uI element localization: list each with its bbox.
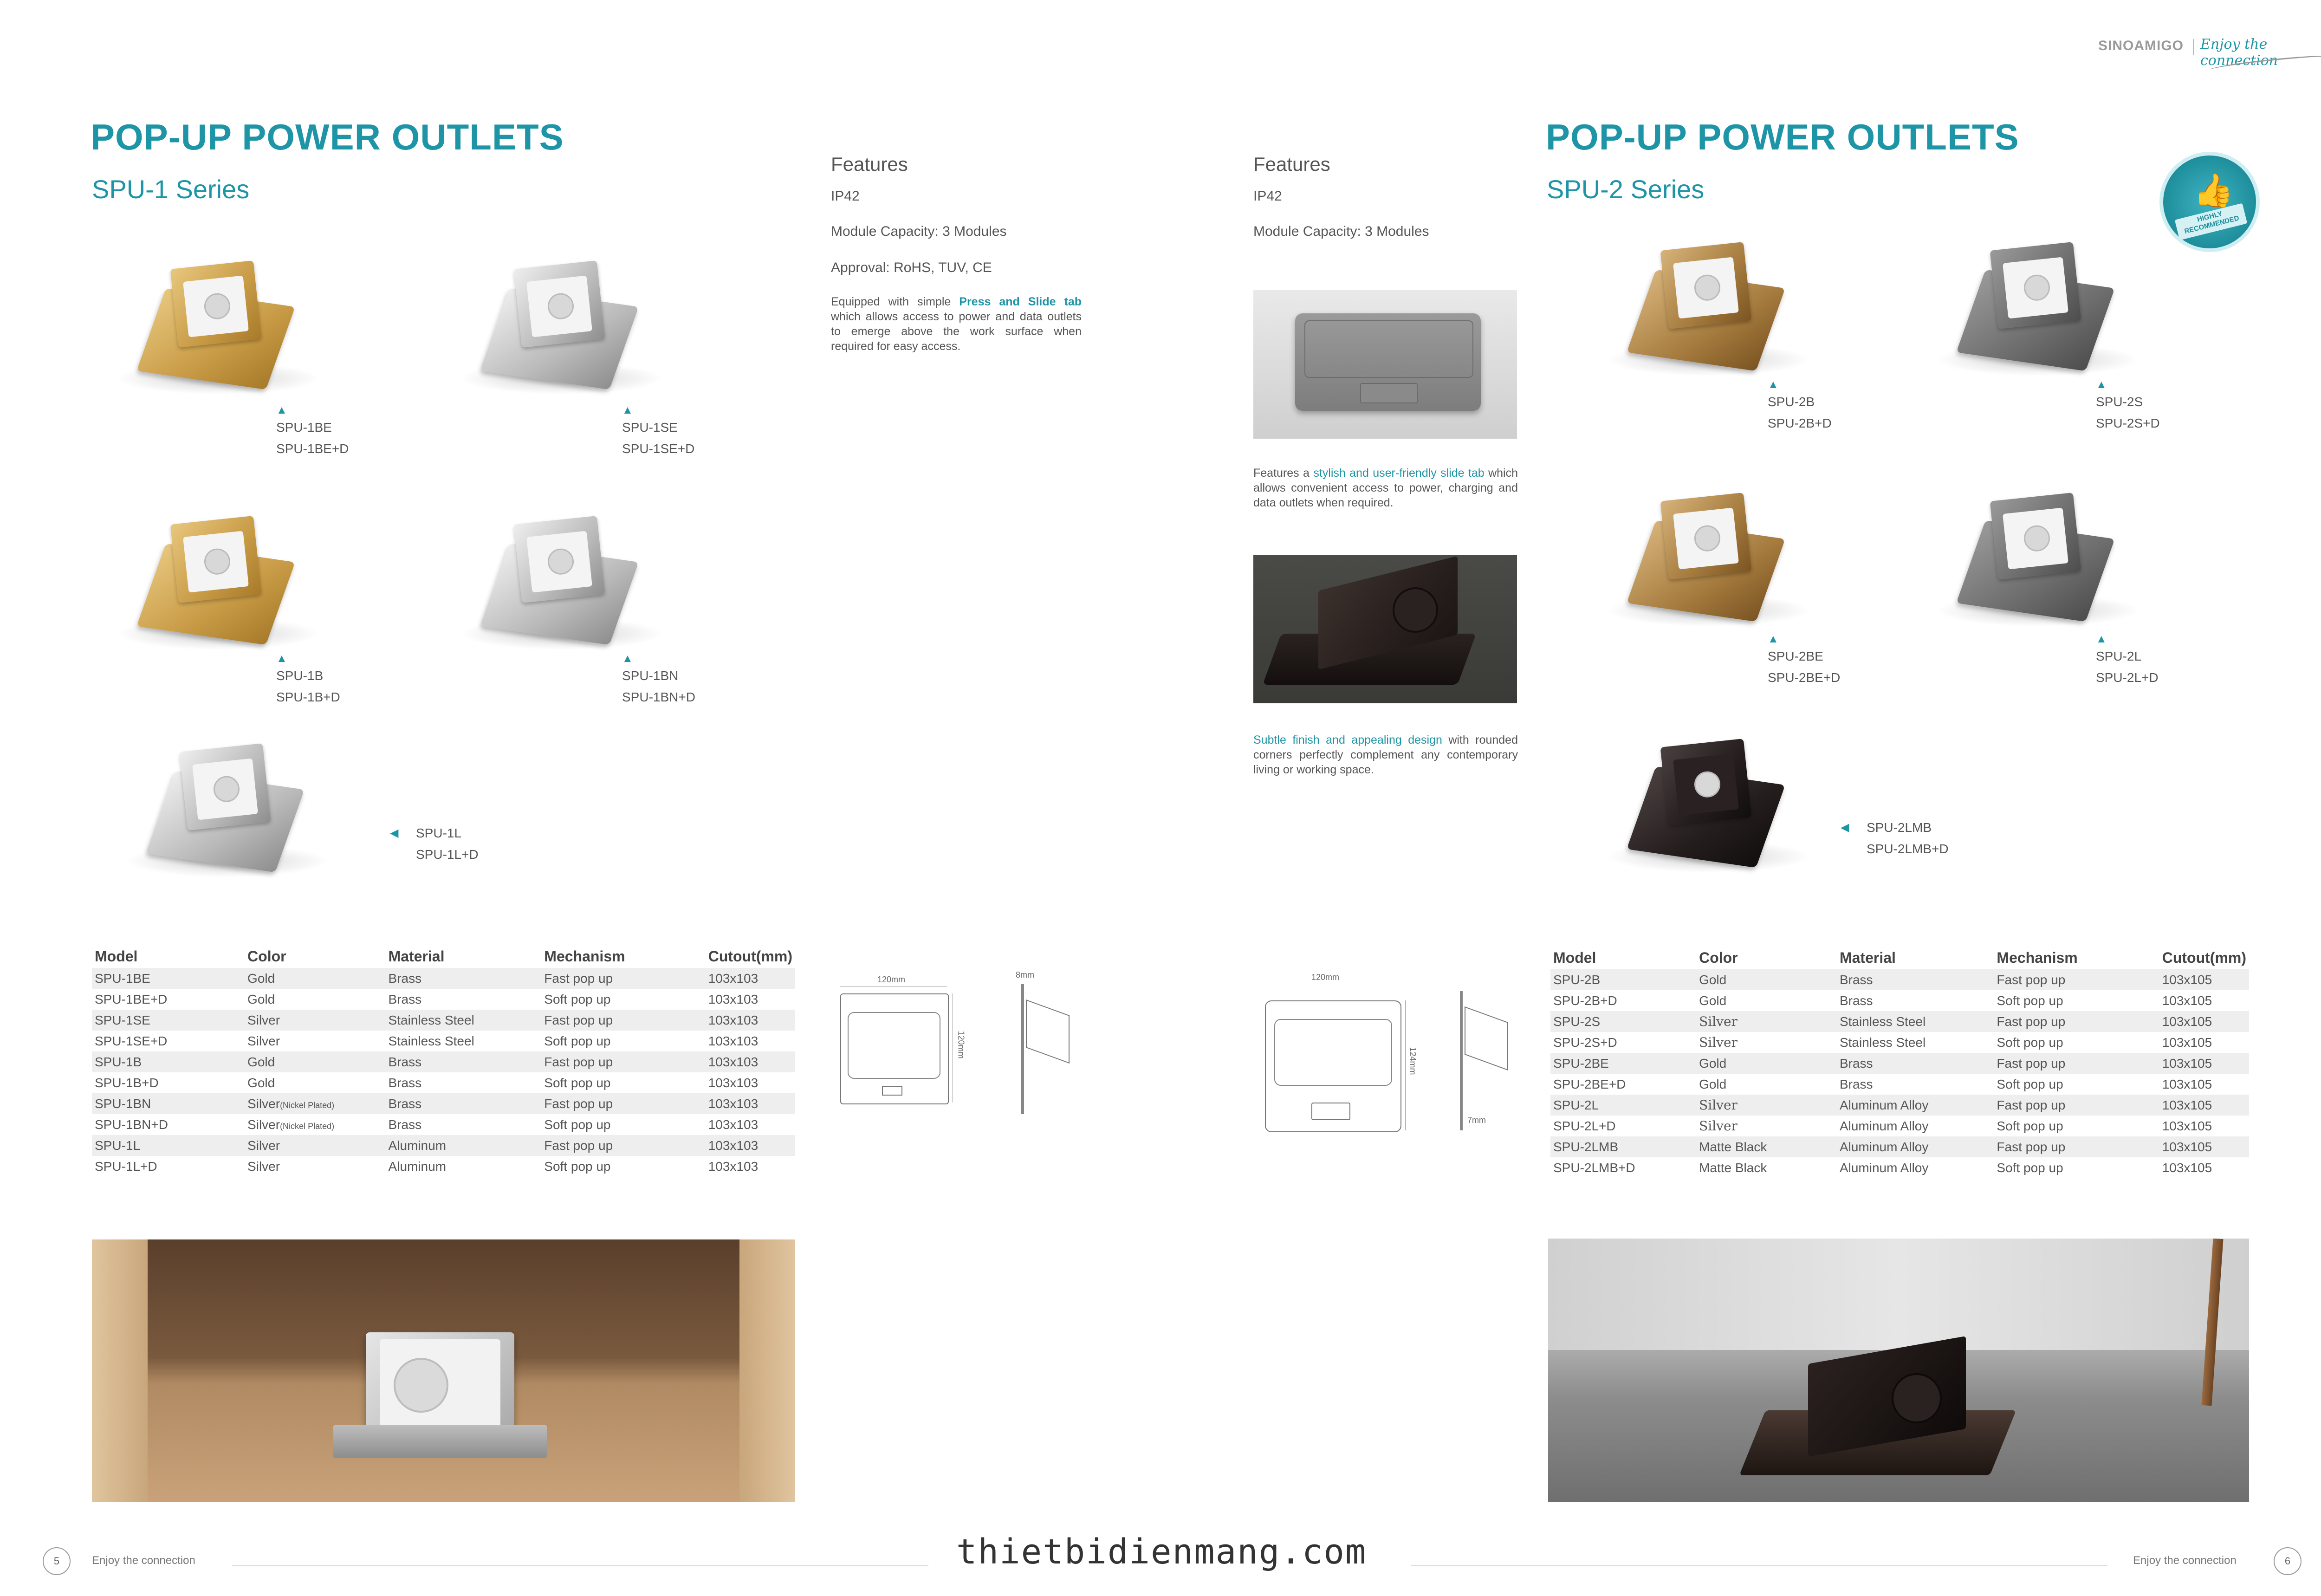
product-label-spu-1se: ▲ SPU-1SE SPU-1SE+D (622, 404, 695, 456)
table-row: SPU-1L Silver Aluminum Fast pop up 103x103 (92, 1135, 795, 1156)
open-outlet-photo (1253, 555, 1517, 703)
right-footer-text: Enjoy the connection (2133, 1554, 2237, 1567)
triangle-up-icon: ▲ (276, 404, 287, 416)
table-header-row: Model Color Material Mechanism Cutout(mm) (95, 947, 792, 965)
left-technical-drawing (831, 970, 1091, 1119)
table-row: SPU-1SE Silver Stainless Steel Fast pop up 103x103 (92, 1010, 795, 1031)
feature-approval: Approval: RoHS, TUV, CE (831, 260, 992, 275)
table-row: SPU-2LMB+D Matte Black Aluminum Alloy Soft pop up 103x105 (1553, 1160, 2212, 1175)
left-page-number: 5 (43, 1547, 71, 1575)
dim-width-label: 120mm (877, 975, 906, 984)
table-row: SPU-2S+D Silver Stainless Steel Soft pop up 103x105 (1553, 1035, 2212, 1050)
product-label-spu-2b: ▲ SPU-2B SPU-2B+D (1768, 378, 1832, 430)
product-image-spu-2s (1950, 241, 2117, 381)
table-row: SPU-1BE Gold Brass Fast pop up 103x103 (92, 968, 795, 989)
product-label-spu-1b: ▲ SPU-1B SPU-1B+D (276, 652, 340, 704)
product-label-spu-1bn: ▲ SPU-1BN SPU-1BN+D (622, 652, 695, 704)
product-label-spu-2l: ▲ SPU-2L SPU-2L+D (2096, 633, 2159, 685)
features-heading: Features (1253, 153, 1330, 175)
table-row: SPU-2LMB Matte Black Aluminum Alloy Fast pop up 103x105 (1550, 1136, 2249, 1157)
table-row: SPU-2L+D Silver Aluminum Alloy Soft pop up 103x105 (1553, 1118, 2212, 1134)
left-footer-line (232, 1565, 928, 1566)
watermark: thietbidienmang.com (956, 1532, 1367, 1572)
features-heading: Features (831, 153, 908, 175)
right-product-photo (1548, 1239, 2249, 1502)
table-row: SPU-2BE Gold Brass Fast pop up 103x105 (1550, 1053, 2249, 1074)
left-features (831, 153, 1082, 354)
table-header-row: Model Color Material Mechanism Cutout(mm) (1553, 949, 2246, 966)
triangle-up-icon: ▲ (276, 652, 287, 665)
feature-description: Equipped with simple Press and Slide tab which allows access to power and data outlets to emerge above the work surface when required for easy access. (831, 295, 1082, 353)
triangle-left-icon: ◀ (390, 827, 399, 839)
feature-ip: IP42 (831, 188, 860, 204)
table-row: SPU-1SE+D Silver Stainless Steel Soft pop up 103x103 (95, 1033, 759, 1048)
right-footer-line (1411, 1565, 2107, 1566)
triangle-up-icon: ▲ (1768, 378, 1779, 391)
table-row: SPU-1BN Silver(Nickel Plated) Brass Fast pop up 103x103 (92, 1093, 795, 1114)
product-label-spu-2s: ▲ SPU-2S SPU-2S+D (2096, 378, 2160, 430)
product-image-spu-1l (139, 743, 306, 882)
table-row: SPU-2L Silver Aluminum Alloy Fast pop up 103x105 (1550, 1095, 2249, 1116)
table-row: SPU-1L+D Silver Aluminum Soft pop up 103x103 (95, 1159, 759, 1174)
table-row: SPU-2BE+D Gold Brass Soft pop up 103x105 (1553, 1077, 2212, 1091)
brand-tagline: Enjoy the connection (2200, 36, 2278, 69)
product-image-spu-1b (130, 515, 297, 655)
right-page-number: 6 (2274, 1547, 2302, 1575)
slide-tab-description: Features a stylish and user-friendly slide tab which allows convenient access to power, charging and data outlets when required. (1253, 467, 1518, 509)
table-row: SPU-2B+D Gold Brass Soft pop up 103x105 (1553, 993, 2212, 1008)
dim-width-label: 120mm (1311, 973, 1340, 982)
left-footer-text: Enjoy the connection (92, 1554, 195, 1567)
triangle-left-icon: ◀ (1841, 821, 1849, 834)
left-product-photo (92, 1239, 795, 1502)
dim-height-label: 120mm (956, 1031, 966, 1059)
product-label-spu-2be: ▲ SPU-2BE SPU-2BE+D (1768, 633, 1841, 685)
product-image-spu-1bn (473, 515, 641, 655)
left-spec-table (92, 945, 795, 1177)
dim-height-label: 124mm (1408, 1047, 1418, 1075)
brand-logo: SINOAMIGO (2098, 38, 2184, 53)
right-features (1253, 153, 1518, 240)
thumbs-up-icon: 👍 (2193, 172, 2234, 208)
product-image-spu-2be (1620, 492, 1787, 631)
feature-ip: IP42 (1253, 188, 1282, 204)
feature-capacity: Module Capacity: 3 Modules (1253, 224, 1429, 239)
table-row: SPU-2B Gold Brass Fast pop up 103x105 (1550, 969, 2249, 990)
product-image-spu-2lmb (1620, 738, 1787, 877)
brand-divider (2193, 39, 2194, 55)
product-image-spu-2l (1950, 492, 2117, 631)
triangle-up-icon: ▲ (2096, 633, 2107, 645)
product-label-spu-1l: ◀ SPU-1L SPU-1L+D (390, 826, 479, 862)
triangle-up-icon: ▲ (2096, 378, 2107, 391)
right-technical-drawing (1260, 968, 1539, 1135)
design-description: Subtle finish and appealing design with rounded corners perfectly complement any contemporary living or working space. (1253, 733, 1518, 776)
right-series-title: SPU-2 Series (1547, 175, 1705, 204)
left-page-title: POP-UP POWER OUTLETS (91, 117, 564, 157)
right-spec-table (1550, 946, 2249, 1178)
table-row: SPU-2S Silver Stainless Steel Fast pop up 103x105 (1550, 1011, 2249, 1032)
product-label-spu-1be: ▲ SPU-1BE SPU-1BE+D (276, 404, 349, 456)
dim-depth-label: 7mm (1467, 1116, 1486, 1125)
product-image-spu-2b (1620, 241, 1787, 381)
highly-recommended-badge: 👍 HIGHLY RECOMMENDED (2163, 156, 2256, 248)
triangle-up-icon: ▲ (622, 652, 633, 665)
table-row: SPU-1BN+D Silver(Nickel Plated) Brass Soft pop up 103x103 (95, 1117, 759, 1132)
feature-capacity: Module Capacity: 3 Modules (831, 224, 1007, 239)
table-row: SPU-1B Gold Brass Fast pop up 103x103 (92, 1051, 795, 1072)
left-series-title: SPU-1 Series (92, 175, 250, 204)
product-image-spu-1be (130, 260, 297, 399)
product-label-spu-2lmb: ◀ SPU-2LMB SPU-2LMB+D (1841, 820, 1949, 856)
table-row: SPU-1B+D Gold Brass Soft pop up 103x103 (95, 1075, 759, 1090)
dim-depth-label: 8mm (1016, 970, 1034, 980)
product-image-spu-1se (473, 260, 641, 399)
triangle-up-icon: ▲ (1768, 633, 1779, 645)
table-row: SPU-1BE+D Gold Brass Soft pop up 103x103 (95, 992, 759, 1006)
right-page-title: POP-UP POWER OUTLETS (1546, 117, 2019, 157)
triangle-up-icon: ▲ (622, 404, 633, 416)
slide-tab-photo (1253, 290, 1517, 439)
